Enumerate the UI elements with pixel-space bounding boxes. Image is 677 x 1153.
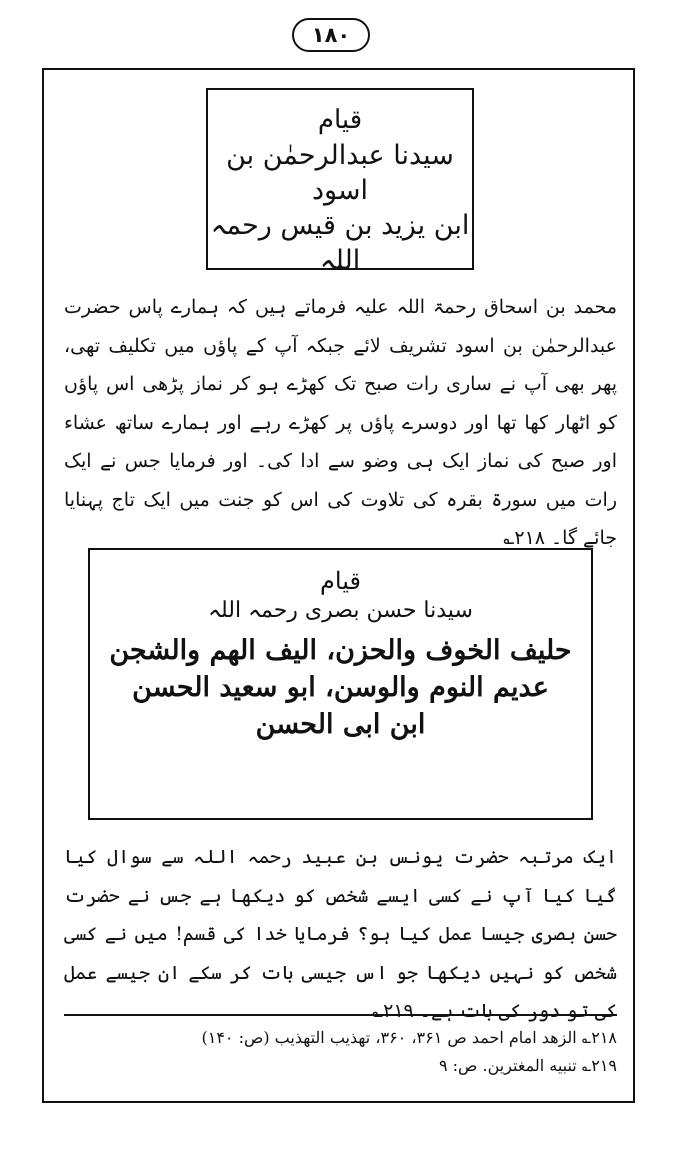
footnotes: [64, 1024, 617, 1080]
section-1-paragraph: محمد بن اسحاق رحمۃ اللہ علیہ فرماتے ہیں کہ ہمارے پاس حضرت عبدالرحمٰن بن اسود تشریف لائے جبکہ آپ کے پاؤں میں تکلیف تھی، پھر بھی آپ نے ساری رات صبح تک کھڑے ہو کر نماز پڑھی اس پاؤں کو اٹھار کھا تھا اور دوسرے پاؤں پر کھڑے رہے اور ہمارے ساتھ عشاء اور صبح کی نماز ایک ہی وضو سے ادا کی۔ اور فرمایا جس نے ایک رات میں سورۃ بقرہ کی تلاوت کی اس کو جنت میں ایک تاج پہنایا جائے گا۔ ۲۱۸؎: [64, 296, 617, 549]
section-1-heading: قیام: [317, 105, 363, 135]
section-1-title-box: [206, 88, 474, 277]
footnote-218: ۲۱۸؎ الزهد امام احمد ص ۳۶۱، ۳۶۰، تهذيب التهذيب (ص: ۱۴۰): [201, 1028, 617, 1047]
footnote-219: ۲۱۹؎ تنبيه المغترين. ص: ۹: [438, 1056, 617, 1075]
section-2-title-box: [88, 548, 593, 820]
section-1-subject-line-1: سیدنا عبدالرحمٰن بن اسود: [226, 139, 454, 206]
section-2-subject-line-3: عديم النوم والوسن، ابو سعيد الحسن: [132, 672, 549, 704]
section-2-subject-line-1: سیدنا حسن بصری رحمہ اللہ: [208, 598, 473, 624]
section-2-heading: قیام: [320, 567, 361, 595]
footnote-divider: [64, 1014, 617, 1016]
section-1-subject-line-2: ابن یزید بن قیس رحمہ اللہ: [210, 209, 470, 277]
section-2-subject-line-2: حليف الخوف والحزن، اليف الهم والشجن: [109, 634, 572, 666]
page-number: ١٨٠: [292, 18, 370, 52]
section-2-paragraph: ایک مرتبہ حضرت یونس بن عبید رحمہ اللہ سے سوال کیا گیا کیا آپ نے کسی ایسے شخص کو دیکھا ہے جس نے حضرت حسن بصری جیسا عمل کیا ہو؟ فرمایا خدا کی قسم! میں نے کسی شخص کو نہیں دیکھا جو اس جیسی بات کر سکے ان جیسے عمل کی تو دور کی بات ہے۔ ۲۱۹؎: [64, 846, 617, 1022]
page-frame: [42, 68, 635, 1103]
section-2-subject-line-4: ابن ابى الحسن: [255, 709, 426, 741]
